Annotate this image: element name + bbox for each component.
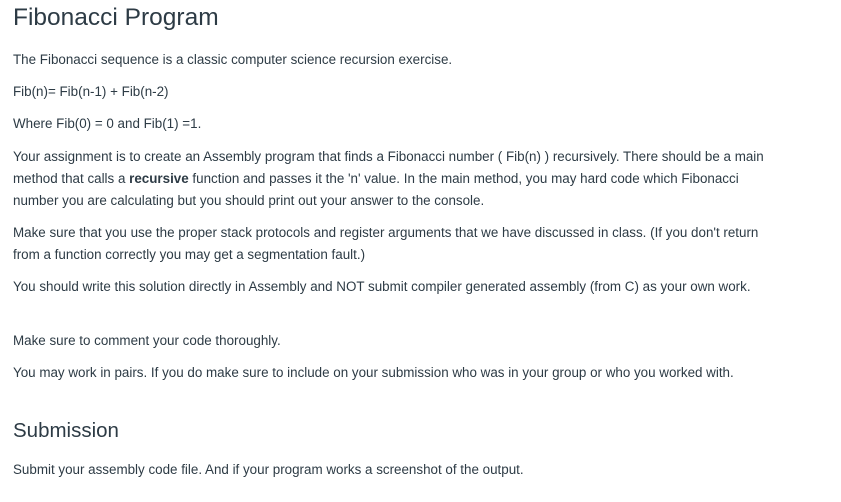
formula-paragraph: Fib(n)= Fib(n-1) + Fib(n-2) <box>13 84 169 99</box>
pairs-paragraph: You may work in pairs. If you do make sure to include on your submission who was in your group or who you worked with. <box>13 365 734 380</box>
assignment-text-part1: Your assignment is to create an Assembly program that finds a Fibonacci number ( Fib(n) ) recursively. There should be a main method that calls a <box>13 149 764 186</box>
stack-protocol-paragraph: Make sure that you use the proper stack protocols and register arguments that we have discussed in class. (If you don't return from a function correctly you may get a segmentation fault.) <box>13 225 759 262</box>
intro-paragraph: The Fibonacci sequence is a classic computer science recursion exercise. <box>13 52 453 67</box>
submission-heading: Submission <box>13 419 119 442</box>
comment-paragraph: Make sure to comment your code thoroughly. <box>13 333 281 348</box>
recursive-emphasis: recursive <box>129 171 189 186</box>
assignment-text-part2: function and passes it the 'n' value. In the main method, you may hard code which Fibonacci number you are calculating but you should print out your answer to the console. <box>13 171 739 208</box>
submission-paragraph: Submit your assembly code file. And if your program works a screenshot of the output. <box>13 462 524 477</box>
page-title: Fibonacci Program <box>13 4 219 31</box>
own-work-paragraph: You should write this solution directly in Assembly and NOT submit compiler generated assembly (from C) as your own work. <box>13 279 751 294</box>
base-case-paragraph: Where Fib(0) = 0 and Fib(1) =1. <box>13 116 202 131</box>
assignment-paragraph <box>13 146 773 212</box>
